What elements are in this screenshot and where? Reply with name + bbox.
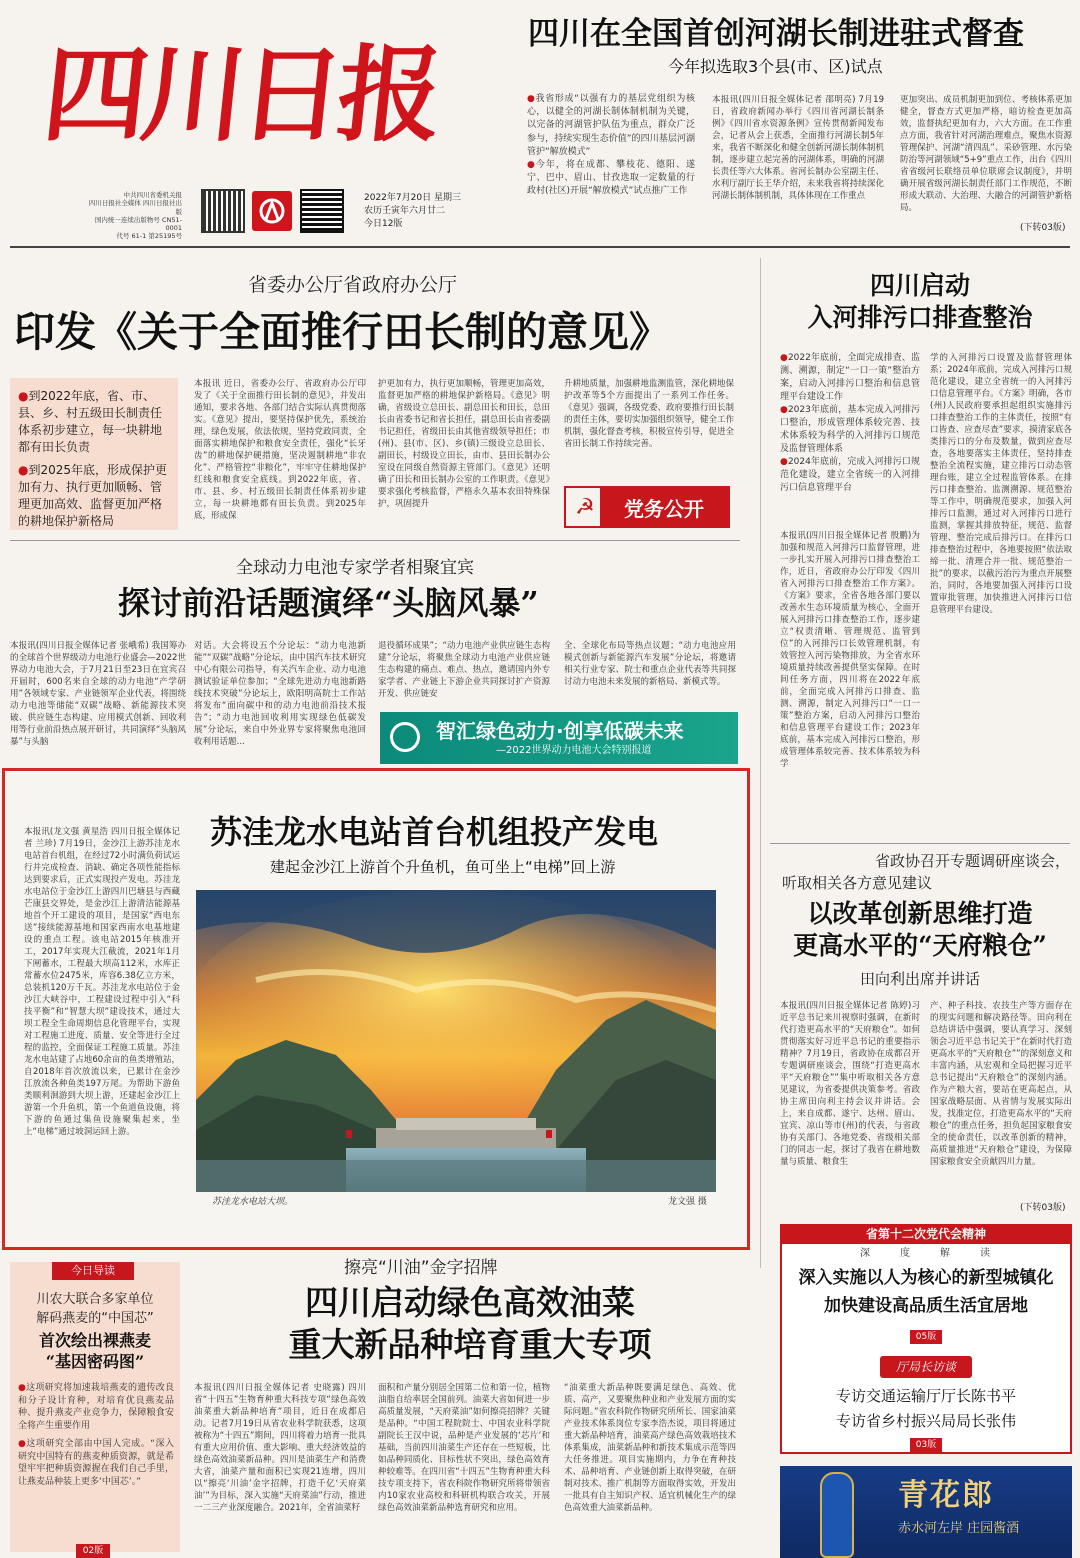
lunar-date: 农历壬寅年六月廿二 [364,206,446,216]
battery-column: 退役循环成果”；“动力电池产业供应链生态构建”分论坛，将聚焦全球动力电池产业供应链生态构建的痛点、难点、热点，邀请国内外专家学者、产业链上下游企业共同探讨扩产资源开发、供应链安 [378,641,550,699]
rapeseed-column: 面积和产量分别居全国第二位和第一位，植物油脂自给率居全国前列。油菜大省如何进一步高质量发展，“天府菜油”如何擦亮招牌？关键是品种。“中国工程院院士、中国农业科学院副院长王汉中说，品种是产业发展的‘芯片’和基础，当前四川油菜生产还存在一些短板，比如品种同质化、目标性状不突出，绿色高效育种较难等。在四川省“十四五”生物育种重大科技专项支持下，省农科院作物研究所将带领省内10家农业高校和科研机构联合攻关，开展绿色高效油菜新品种选育研究和应用。 [378,1383,550,1513]
battery-kicker: 全球动力电池专家学者相聚宜宾 [236,558,474,578]
today-guide-bullets: ●这项研究将加速栽培燕麦的遗传改良和分子设计育种，对培育优良燕麦品种、提升燕麦产业竞争力，保障粮食安全将产生重要作用 ●这项研究全部由中国人完成。“深入研究中国特有的燕麦种质资源，就是希望牢牢把种质资源握在我们自己手里，让燕麦品种装上更多‘中国芯’。” [18,1383,174,1487]
today-guide-title[interactable]: 首次绘出裸燕麦 “基因密码图” [38,1331,151,1371]
issue-date-block [364,192,514,231]
pollution-column: 学的入河排污口设置及监督管理体系；2024年底前，完成入河排污口规范化建设，建立全省统一的入河排污口信息管理平台。《方案》明确，各市(州)人民政府要承担起组织实施排污口排查整治工作的主体责任，按照“有口皆查、应查尽查”要求，摸清家底各类排污口的分布及数量，做到应查尽查，各地要落实主体责任，坚持排查整治全流程实施，建立排污口动态管理台账，建立全过程监管体系。在排污口排查整治、监测溯源、规范整治等工作中，明确规范要求，加强入河排污口监测，通过对入河排污口进行监测，掌握其排放特征，规范、监督管理、整治完成后排污口。在排污口排查整治过程中，各地要按照“依法取缔一批、清理合并一批、规范整治一批”的要求，以截污治污为重点开展整治，同时，各地要加强入河排污口设置审批管理，加快推进入河排污口信息管理平台建设。 [930,353,1072,615]
page-ref-badge[interactable]: 03版 [910,1438,942,1452]
hydro-title[interactable]: 苏洼龙水电站首台机组投产发电 [210,813,659,851]
grain-column: 本报讯(四川日报全媒体记者 陈婷)习近平总书记来川视察时强调，在新时代打造更高水平的“天府粮仓”。如何贯彻落实好习近平总书记的重要指示精神？7月19日，省政协在成都召开专题调研座谈会，围绕“打造更高水平“天府粮仓””集中听取相关各方意见建议，为省委提供决策参考。省政协主席田向利主持会议并讲话。会上，来自成都、遂宁、达州、眉山、宜宾、凉山等市(州)的代表，与省政协有关部门、各地党委、省级相关部门的同志一起，探讨了我省在耕地数量与质量、粮食生 [780,1001,920,1167]
grain-kicker: 省政协召开专题调研座谈会， 听取相关各方意见建议 [782,852,1070,892]
tianzhang-bullets: ●到2022年底，省、市、县、乡、村五级田长制责任体系初步建立，每一块耕地都有田长负责 ●到2025年底，形成保护更加有力、执行更加顺畅、管理更加高效、监督更加严格的耕地保护新格局 [10,378,178,530]
hydro-subtitle: 建起金沙江上游首个升鱼机，鱼可坐上“电梯”回上游 [270,858,616,876]
congress-headline[interactable]: 深入实施以人为核心的新型城镇化 加快建设高品质生活宜居地 [798,1268,1054,1316]
grain-subtitle: 田向利出席并讲话 [859,970,980,988]
issue-date: 2022年7月20日 星期三 [364,193,461,203]
hydro-photo[interactable] [196,890,716,1192]
bottle-icon [820,1472,854,1558]
page-ref-badge[interactable]: 02版 [76,1544,110,1558]
interview-label: 厅局长访谈 [880,1356,972,1378]
top-story-title[interactable]: 四川在全国首创河湖长制进驻式督查 [528,16,1024,52]
congress-bar: 省第十二次党代会精神 [780,1224,1072,1244]
pollution-column: 本报讯(四川日报全媒体记者 殷鹏)为加强和规范入河排污口监督管理，进一步扎实开展入河排污口排查整治工作，近日，省政府办公厅印发《四川省入河排污口排查整治工作方案》。《方案》要求，全省各地各部门要以改善水生态环境质量为核心，全面开展入河排污口排查整治工作，逐步建立“权责清晰、管理规范、监管到位”的入河排污口长效管理机制，有效管控入河污染物排放，为全省水环境质量持续改善提供坚实保障。在时间任务方面，四川将在2022年底前，全面完成入河排污口排查、监测、溯源，制定入河排污口“一口一策”整治方案，启动入河排污口整治和信息管理平台建设工作；2023年底前，基本完成入河排污口整治，形成管理体系较完善、技术体系较为科学 [780,531,920,769]
pollution-title[interactable]: 四川启动 入河排污口排查整治 [807,271,1033,332]
interview-list[interactable]: 专访交通运输厅厅长陈书平 专访省乡村振兴局局长张伟 [835,1387,1016,1430]
rapeseed-title[interactable]: 四川启动绿色高效油菜 重大新品种培育重大专项 [288,1283,652,1364]
battery-column: 全、全球化布局等热点议题；“动力电池应用模式创新与新能源汽车发展”分论坛，将邀请相关行业专家、院士和重点企业代表等共同探讨动力电池未来发展的新格局、新模式等。 [564,641,736,687]
rapeseed-column: “油菜重大新品种既要满足绿色、高效、优质、高产，又要聚焦种业和产业发展方面的实际问题。”省农科院作物研究所所长、国家油菜产业技术体系岗位专家李浩杰说，项目将通过重大新品种培育，油菜高产绿色高效栽培技术体系集成，油菜新品种和新技术集成示范等四大任务推进。项目实施期内，力争在育种技术、品种培育、产业链创新上取得突破，在研制对技术、推广机制等方面取得实效，开发出一批具有自主知识产权、适宜机械化生产的绿色高效重大油菜新品种。 [564,1383,736,1513]
battery-column: 本报讯(四川日报全媒体记者 张峨希) 我国筹办的全球首个世界级动力电池行业盛会—2022世界动力电池大会，于7月21日至23日在宜宾召开届时，600名来自全球的动力电池“产学研用”各领域专家、产业链领军企业代表，将围绕动力电池等储能“双碳”战略、新能源技术突破、供应链生态构建、应用模式创新、回收利用等行业前沿热点展开研讨，共同演绎“头脑风暴”与头脑 [10,641,186,747]
tianzhang-column: 升耕地质量，加强耕地监测监管，深化耕地保护改革等5个方面提出了一系列工作任务。《意见》强调，各级党委、政府要推行田长制的责任主体，要切实加强组织领导，健全工作机制，强化督查考核，积极宣传引导，促进全省田长制工作持续完善。 [564,379,734,449]
liquor-ad[interactable]: 青花郎 赤水河左岸 庄园酱酒 [780,1466,1072,1558]
leaf-icon [390,722,420,752]
party-affairs-badge[interactable]: ☭ 党务公开 [564,486,730,528]
photo-caption: 苏洼龙水电站大坝。 [212,1197,294,1207]
battery-title[interactable]: 探讨前沿话题演绎“头脑风暴” [118,584,539,622]
page-count: 今日12版 [364,219,403,229]
brand-emblem-icon [252,191,292,231]
continued-note[interactable]: (下转03版) [1020,1203,1066,1213]
publisher-info: 中共四川省委机关报 四川日报社全媒体 四川日报社出版 国内统一连续出版物号 CN51-0001 代号 61-1 第25195号 [88,191,182,241]
photo-credit: 龙文强 摄 [668,1197,707,1207]
party-emblem-icon: ☭ [575,494,595,520]
tianzhang-title[interactable]: 印发《关于全面推行田长制的意见》 [14,308,670,356]
page-ref-badge[interactable]: 05版 [910,1330,942,1344]
hydro-text: 本报讯(龙文强 黄星浩 四川日报全媒体记者 兰珍) 7月19日，金沙江上游苏洼龙水电站首台机组，在经过72小时满负荷试运行并完成检查、消缺、确定各项性能指标达到要求后，正式实现投产发电。苏洼龙水电站位于金沙江上游四川巴塘县与西藏芒康县交界处，是金沙江上游清洁能源基地首个开工建设的项目，是国家“西电东送”接续能源基地和国家西南水电基地建设的重点工程。该电站2015年核准开工，2017年实现大江截流，2021年1月下闸蓄水，工程最大坝高112米，水库正常蓄水位2475米，库容6.38亿立方米，总装机120万千瓦。苏洼龙水电站位于金沙江大峡谷中，工程建设过程中引入“科技平衡”和“智慧大坝”建设技术，通过大坝工程全生命周期信息化管理平台，实现对工程施工进度、质量、安全等进行全过程的监控，全面保证工程施工质量。苏洼龙水电站建了占地60余亩的鱼类增殖站，自2018年首次放流以来，已累计在金沙江放流各种鱼类197万尾。为帮助下游鱼类顺利洄游到大坝上游，还建起金沙江上游第一个升鱼机，第一个鱼道鱼设施，将下游的鱼通过集鱼设施聚集起来，坐上“电梯”通过坡洞运回上游。 [24,827,180,1137]
tianzhang-column: 护更加有力，执行更加顺畅，管理更加高效，监督更加严格的耕地保护新格局。《意见》明确，省级设立总田长、副总田长和田长，总田长由省委书记和省长担任，副总田长由省委副书记担任，省级田长由其他省级领导担任；市(州)、县(市、区)、乡(镇)三级设立总田长、副田长，村级设立田长，由市、县田长制办公室设在同级自然资源主管部门。《意见》还明确了田长和田长制办公室的工作职责。《意见》要求强化考核监督，严格永久基本农田特殊保护，巩固提升 [378,379,550,509]
top-story-column: 更加突出、成员机制更加到位、考核体系更加健全，督查方式更加严格，暗访检查更加高效，监督执纪更加有力，六大方面。在工作重点方面，我省针对河湖治理难点，聚焦水资源管理保护、河湖“清四乱”、采砂管理、水污染防治等河湖领域“5+9”重点工作，出台《四川省省级河长联络员单位联席会议制度》，并明确开展省级河湖长制责任部门工作规范，不断形成大联动、大治理、大融合的河湖管护新格局。 [900,95,1072,213]
today-guide-lead: 川农大联合多家单位 解码燕麦的“中国芯” [36,1292,154,1326]
rapeseed-kicker: 擦亮“川油”金字招牌 [344,1258,498,1278]
qr-code-icon [302,191,342,231]
battery-banner[interactable]: 智汇绿色动力·创享低碳未来 —2022世界动力电池大会特别报道 [380,712,738,764]
today-guide-label: 今日导读 [52,1262,134,1280]
top-story-subtitle: 今年拟选取3个县(市、区)试点 [668,57,883,76]
battery-column: 对话。大会将设五个分论坛：“动力电池新能”“双碳”战略”分论坛，由中国汽车技术研究中心有限公司指导，有关汽车企业、动力电池测试验证单位参加；“全球先进动力电池新路线技术突破”分论坛上，欧阳明高院士工作站将发布“面向碳中和的动力电池前沿技术报告”；“动力电池回收利用实现绿色低碳发展”分论坛，来自中外业界专家将聚焦电池回收利用话题… [194,641,366,747]
qr-code-icon [203,191,243,231]
rapeseed-column: 本报讯(四川日报全媒体记者 史晓露) 四川省“十四五”生物育种重大科技专项“绿色高效油菜重大新品种培育”项目，近日在成都启动。记者7月19日从省农业科学院获悉，这项被称为“十四五”期间，四川将着力培育一批具有重大应用价值、重大影响、重大经济效益的绿色高效油菜新品种。四川是油菜生产和消费大省，油菜产量和面积已实现21连增，四川以“擦亮‘川油’金字招牌，打造千亿‘天府菜油’”为目标，深入实施“天府菜油”行动，推进一二三产业深度融合。2021年，全省油菜籽 [194,1383,366,1513]
masthead-logo: 四川日报 [37,33,443,156]
tianzhang-kicker: 省委办公厅省政府办公厅 [248,274,458,296]
grain-title[interactable]: 以改革创新思维打造 更高水平的“天府粮仓” [793,899,1047,960]
top-story-column: 本报讯(四川日报全媒体记者 邵明亮) 7月19日，省政府新闻办举行《四川省河湖长制条例》《四川省水资源条例》宣传贯彻新闻发布会，记者从会上获悉，全面推行河湖长制5年来，我省不断深化和健全创新河湖长制体制机制，逐步建立起完善的河湖体系，明确的河湖长责任等六大体系。省河长制办公室副主任、水利厅副厅长王华介绍，未来我省将持续深化河湖长制体制机制，具体体现在工作重点 [712,95,884,201]
tianzhang-column: 本报讯 近日，省委办公厅、省政府办公厅印发了《关于全面推行田长制的意见》，并发出通知，要求各地、各部门结合实际认真贯彻落实。《意见》提出，要坚持保护优先，系统治理，绿色发展，依法依规，坚持党政同责，全面落实耕地保护和粮食安全责任，强化“长牙齿”的耕地保护硬措施，坚决遏制耕地“非农化”、严格管控“非粮化”，牢牢守住耕地保护红线和粮食安全底线。到2022年底，省、市、县、乡、村五级田长制责任体系初步建立，每一块耕地都有田长负责。到2025年底，形成保 [194,379,366,521]
pollution-bullets: ●2022年底前，全面完成排查、监测、溯源，制定“一口一策”整治方案，启动入河排污口整治和信息管理平台建设工作 ●2023年底前，基本完成入河排污口整治，形成管理体系较完善、技术体系较为科学的入河排污口规范及监督管理体系 ●2024年底前，完成入河排污口规范化建设，建立全省统一的入河排污口信息管理平台 [780,353,920,493]
congress-tags: 深 度 解 读 [860,1248,990,1259]
grain-column: 产、种子科技、农技生产等方面存在的现实问题和解决路径等。田向利在总结讲话中强调，要认真学习、深刻领会习近平总书记关于“在新时代打造更高水平的“天府粮仓””的深刻意义和丰富内涵，从宏观和全局把握习近平总书记提出“天府粮仓”的深刻内涵。作为产粮大省，要站在更高起点，从国家战略层面、从省情与发展实际出发，找准定位，打造更高水平的“天府粮仓”的重点任务，担负起国家粮食安全的使命责任，以改革创新的精神，高质量推进“天府粮仓”建设，为保障国家粮食安全贡献四川力量。 [930,1001,1072,1167]
continued-note[interactable]: (下转03版) [1020,223,1066,233]
top-story-bullets: ●我省形成“以强有力的基层党组织为核心，以健全的河湖长制体制机制为关键，以完备的河湖管护队伍为重点，群众广泛参与，持续实现生态价值”的四川基层河湖管护“解放模式” ●今年，将在成都、攀枝花、德阳、遂宁、巴中、眉山、甘孜选取一定数量的行政村(社区)开展“解放模式”试点推广工作 [527,94,695,197]
